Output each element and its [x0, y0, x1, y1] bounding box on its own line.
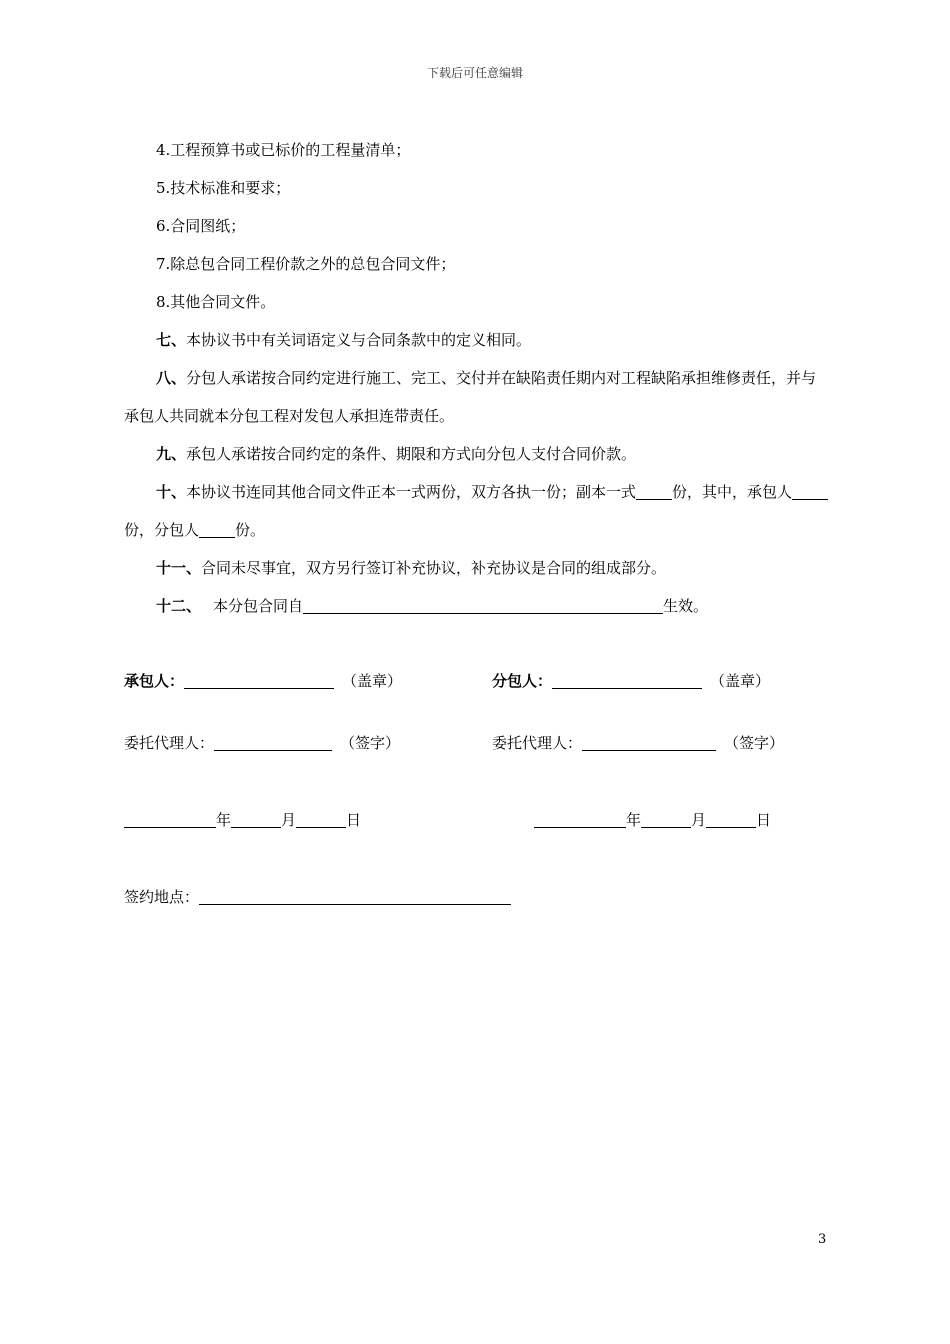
contractor-blank[interactable] [184, 671, 334, 689]
signing-place-blank[interactable] [199, 887, 511, 905]
subcontractor-year-blank[interactable] [534, 810, 626, 828]
subcontractor-copies-blank[interactable] [199, 520, 235, 538]
clause-7-text: 本协议书中有关词语定义与合同条款中的定义相同。 [186, 331, 532, 349]
clause-12 [124, 587, 830, 625]
clause-9-text: 承包人承诺按合同约定的条件、期限和方式向分包人支付合同价款。 [186, 445, 637, 463]
subcontractor-agent-label: 委托代理人： [492, 734, 583, 752]
clause-12-prefix: 本分包合同自 [213, 597, 304, 615]
clause-10-text-3: 份，分包人 [124, 521, 200, 539]
clause-10-number: 十、 [156, 483, 187, 501]
subcontractor-year-label: 年 [626, 811, 642, 829]
contractor-agent-blank[interactable] [214, 733, 332, 751]
subcontractor-month-blank[interactable] [641, 810, 691, 828]
subcontractor-signature-row [492, 669, 770, 693]
contractor-day-blank[interactable] [296, 810, 346, 828]
clause-12-suffix: 生效。 [663, 597, 709, 615]
clause-7-number: 七、 [156, 331, 187, 349]
clause-10-text-1: 本协议书连同其他合同文件正本一式两份，双方各执一份；副本一式 [186, 483, 637, 501]
subcontractor-seal-note: （盖章） [710, 672, 771, 690]
subcontractor-label: 分包人： [492, 672, 553, 690]
subcontractor-blank[interactable] [552, 671, 702, 689]
clause-8-text: 分包人承诺按合同约定进行施工、完工、交付并在缺陷责任期内对工程缺陷承担维修责任，并与承包人共同就本分包工程对发包人承担连带责任。 [124, 369, 817, 425]
clause-10 [124, 473, 830, 549]
list-item-7: 7.除总包合同工程价款之外的总包合同文件； [156, 255, 456, 273]
clause-11 [124, 549, 830, 587]
clause-11-number: 十一、 [156, 559, 202, 577]
page-header: 下载后可任意编辑 [426, 66, 523, 80]
page-number: 3 [818, 1232, 827, 1247]
contractor-sign-note: （签字） [340, 734, 401, 752]
contractor-year-label: 年 [216, 811, 232, 829]
list-item-5: 5.技术标准和要求； [156, 179, 291, 197]
clause-8 [124, 359, 830, 435]
clause-9-number: 九、 [156, 445, 187, 463]
subcontractor-date-row [534, 808, 771, 832]
subcontractor-day-blank[interactable] [706, 810, 756, 828]
subcontractor-day-label: 日 [756, 811, 772, 829]
signing-place-label: 签约地点： [124, 888, 200, 906]
clause-7 [124, 321, 830, 359]
signing-place-row [124, 885, 511, 909]
list-item-8: 8.其他合同文件。 [156, 293, 276, 311]
clause-8-number: 八、 [156, 369, 187, 387]
clause-12-number: 十二、 [156, 597, 202, 615]
contractor-date-row [124, 808, 361, 832]
contractor-month-blank[interactable] [231, 810, 281, 828]
clause-10-text-4: 份。 [235, 521, 266, 539]
contractor-label: 承包人： [124, 672, 185, 690]
subcontractor-agent-blank[interactable] [582, 733, 716, 751]
contractor-copies-blank[interactable] [792, 482, 828, 500]
copies-blank[interactable] [636, 482, 672, 500]
contractor-day-label: 日 [346, 811, 362, 829]
contractor-signature-row [124, 669, 402, 693]
contractor-year-blank[interactable] [124, 810, 216, 828]
effective-date-blank[interactable] [303, 596, 663, 614]
clause-9 [124, 435, 830, 473]
subcontractor-agent-row [492, 731, 784, 755]
contractor-agent-row [124, 731, 400, 755]
contractor-month-label: 月 [281, 811, 297, 829]
list-item-4: 4.工程预算书或已标价的工程量清单； [156, 141, 411, 159]
subcontractor-sign-note: （签字） [724, 734, 785, 752]
clause-10-text-2: 份，其中，承包人 [672, 483, 793, 501]
list-item-6: 6.合同图纸； [156, 217, 246, 235]
contractor-agent-label: 委托代理人： [124, 734, 215, 752]
clause-11-text: 合同未尽事宜，双方另行签订补充协议，补充协议是合同的组成部分。 [201, 559, 667, 577]
subcontractor-month-label: 月 [691, 811, 707, 829]
contractor-seal-note: （盖章） [342, 672, 403, 690]
